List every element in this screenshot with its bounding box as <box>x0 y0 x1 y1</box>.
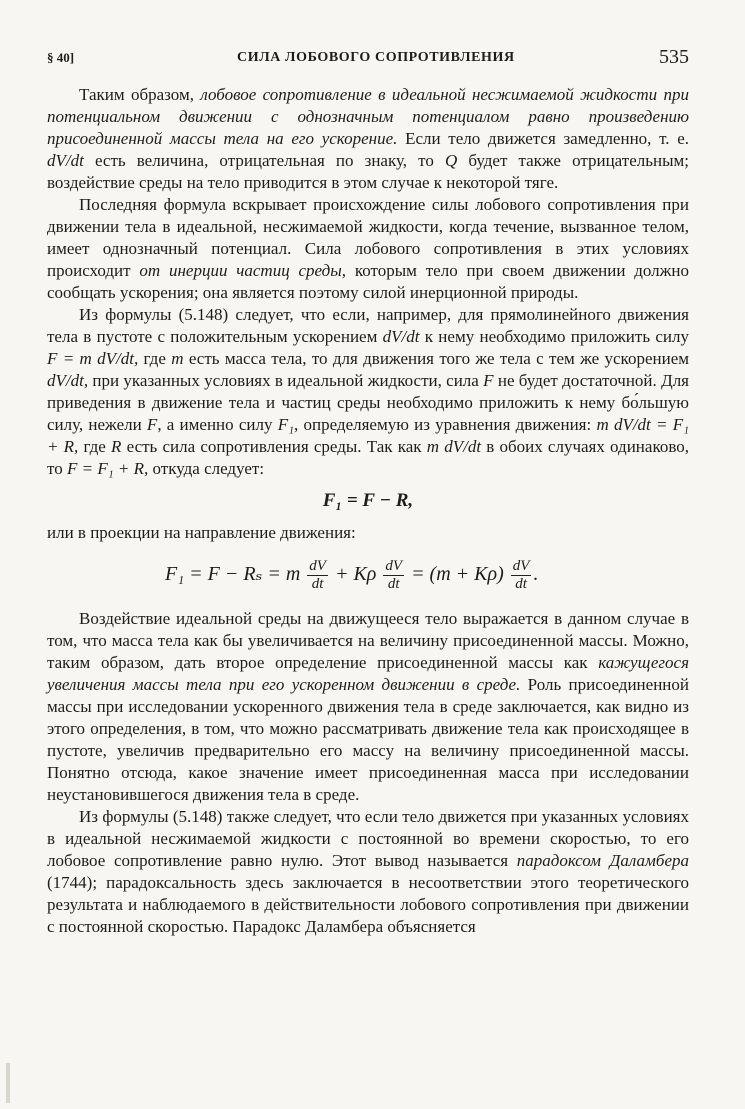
page-header <box>47 40 689 74</box>
emphasis-definition: кажущегося увеличения массы тела при его ускоренном движении в среде. <box>47 653 689 694</box>
fraction-dv-dt <box>511 558 532 593</box>
text: есть сила сопротивления среды. Так как <box>121 437 427 456</box>
emphasis-term: парадоксом Даламбера <box>516 851 689 870</box>
running-title: СИЛА ЛОБОВОГО СОПРОТИВЛЕНИЯ <box>237 50 515 65</box>
fraction-numerator: dV <box>385 557 403 574</box>
text: (1744); парадоксальность здесь заключается в несоответствии этого теоретического результата и наблюдаемого в действительности лобового сопротивления при движении с постоянной скоростью. Парадокс Даламбера объясняется <box>47 873 689 936</box>
math-inline: dV/dt, <box>47 371 89 390</box>
text: в обоих случаях одинаково, то <box>47 437 690 478</box>
scan-edge-mark <box>6 1063 10 1103</box>
fraction-dv-dt <box>307 558 328 593</box>
fraction-denominator: dt <box>311 575 324 592</box>
equation-end: . <box>533 563 539 585</box>
fraction-denominator: dt <box>387 575 400 592</box>
fraction-numerator: dV <box>309 557 326 574</box>
equation-lhs: F₁ = F − Rₛ = m <box>165 563 301 585</box>
fraction-denominator: dt <box>515 575 527 592</box>
math-inline: m <box>171 349 184 368</box>
fraction-dv-dt <box>383 558 404 593</box>
math-inline: dV/dt <box>47 151 84 170</box>
emphasis-definition: лобовое сопротивление в идеальной несжимаемой жидкости при потенциальном движении с однозначным потенциалом равно произведению присоединенной массы тела на его ускорение. <box>47 85 689 148</box>
equation-projection <box>47 552 689 596</box>
text: к нему необходимо приложить силу <box>419 327 689 346</box>
equation-rhs: = (m + Kρ) <box>411 563 504 585</box>
math-inline: m dV/dt = F₁ + R, <box>47 415 689 456</box>
fraction-numerator: dV <box>512 557 530 574</box>
text: где <box>78 437 112 456</box>
text: при указанных условиях в идеальной жидкости, сила <box>88 371 484 390</box>
text: , а именно силу <box>157 415 278 434</box>
text: которым тело при своем движении должно сообщать ускорения; она является поэтому силой инерционной природы. <box>47 261 690 302</box>
math-inline: F₁ <box>277 415 295 434</box>
book-page <box>47 40 689 1100</box>
text: где <box>138 349 172 368</box>
text: Если тело движется замедленно, т. е. <box>397 129 689 148</box>
math-inline: F <box>146 415 158 434</box>
math-inline: Q <box>444 151 458 170</box>
paragraph-3 <box>47 304 689 480</box>
text: Таким образом, <box>79 85 201 104</box>
equation-f1: F₁ = F − R, <box>322 490 414 511</box>
math-inline: dV/dt <box>382 327 420 346</box>
math-inline: R <box>111 437 122 456</box>
math-inline: F = m dV/dt, <box>47 349 139 368</box>
paragraph-6 <box>47 806 689 938</box>
text: Из формулы (5.148) следует, что если, например, для прямолинейного движения тела в пустоте с положительным ускорением <box>47 305 689 346</box>
paragraph-5 <box>47 608 689 806</box>
math-inline: F = F₁ + R, <box>66 459 149 478</box>
text: Из формулы (5.148) также следует, что если тело движется при указанных условиях в идеальной несжимаемой жидкости с постоянной во времени скоростью, то его лобовое сопротивление равно нулю. Этот вывод называется <box>47 807 689 870</box>
paragraph-2 <box>47 194 689 304</box>
math-inline: m dV/dt <box>426 437 482 456</box>
page-number: 535 <box>659 46 689 68</box>
text: есть масса тела, то для движения того же тела с тем же ускорением <box>183 349 689 368</box>
paragraph-1 <box>47 84 689 194</box>
text: откуда следует: <box>148 459 265 478</box>
text: будет также отрицательным; воздействие среды на тело приводится в этом случае к некоторой тяге. <box>47 151 689 192</box>
section-number: § 40] <box>47 50 75 65</box>
text: Роль присоединенной массы при исследовании ускоренного движения тела в среде заключается, как видно из этого определения, в том, что можно рассматривать движение тела как происходящее в пустоте, увеличив предварительно его массу на величину присоединенной массы. Понятно отсюда, какое значение имеет присоединенная масса при исследовании неустановившегося движения тела в среде. <box>47 675 689 804</box>
text: не будет достаточной. Для приведения в движение тела и частиц среды необходимо приложить к нему бо́льшую силу, нежели <box>47 371 689 434</box>
math-inline: F <box>483 371 494 390</box>
paragraph-4: или в проекции на направление движения: <box>47 523 356 542</box>
emphasis: от инерции частиц среды, <box>139 261 347 280</box>
text: , определяемую из уравнения движения: <box>294 415 597 434</box>
equation-plus-term: + Kρ <box>334 563 377 585</box>
text: есть величина, отрицательная по знаку, то <box>83 151 445 170</box>
text: Последняя формула вскрывает происхождение силы лобового сопротивления при движении тела в идеальной, несжимаемой жидкости, когда течение, вызванное телом, имеет однозначный потенциал. Сила лобового сопротивления в этих условиях происходит <box>47 195 689 280</box>
text: Воздействие идеальной среды на движущееся тело выражается в данном случае в том, что масса тела как бы увеличивается на величину присоединенной массы. Можно, таким образом, дать второе определение присоединенной массы как <box>47 609 689 672</box>
